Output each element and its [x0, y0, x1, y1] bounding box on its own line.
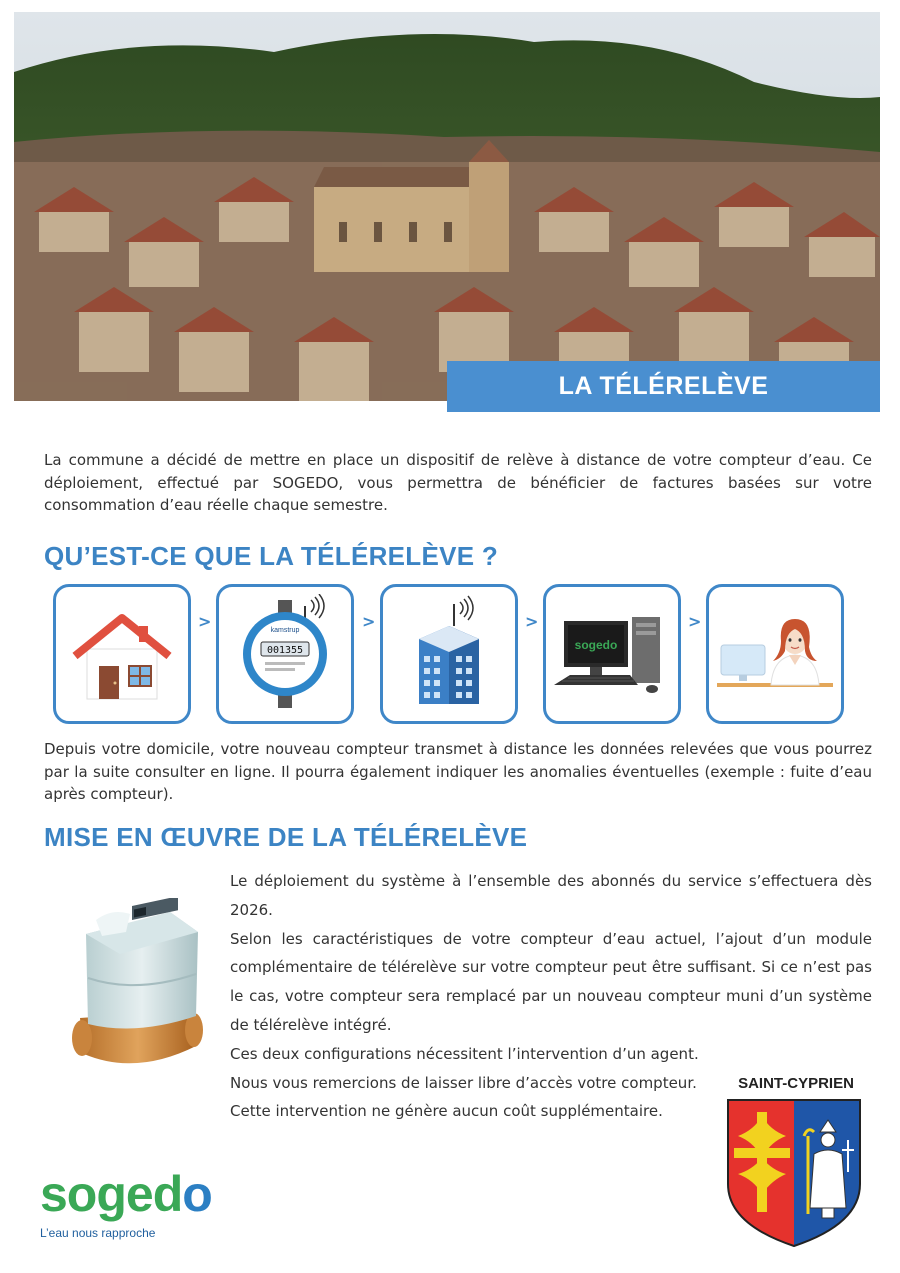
logo-wordmark-end: o — [182, 1166, 212, 1222]
process-description: Depuis votre domicile, votre nouveau compteur transmet à distance les données relevées que vous pourrez par la suite consulter en ligne. Il pourra également indiquer les anomalies éventuelles (exemple : fuite d’eau après compteur). — [44, 740, 872, 803]
step-box-home — [53, 584, 191, 724]
step-box-building — [380, 584, 518, 724]
meter-brand: kamstrup — [270, 627, 300, 634]
step-arrow: > — [362, 612, 376, 631]
water-meter-photo — [66, 898, 206, 1076]
step-box-computer — [543, 584, 681, 724]
sogedo-logo — [40, 1166, 212, 1240]
hero-photo — [14, 12, 880, 401]
impl-paragraph: Nous vous remercions de laisser libre d’accès votre compteur. — [230, 1073, 697, 1092]
impl-paragraph: Selon les caractéristiques de votre compteur d’eau actuel, l’ajout d’un module complémentaire de télérelève sur votre compteur peut être suffisant. Si ce n’est pas le cas, votre compteur sera remplacé par un nouveau compteur muni d’un système de télérelève intégré. — [230, 929, 872, 1034]
house-icon — [67, 604, 177, 704]
computer-screen-text: sogedo — [574, 638, 618, 652]
step-box-agent — [706, 584, 844, 724]
step-arrow: > — [198, 612, 212, 631]
impl-paragraph: Le déploiement du système à l’ensemble des abonnés du service s’effectuera dès 2026. — [230, 872, 872, 919]
coat-of-arms — [724, 1096, 864, 1248]
section-title-what: QU’EST-CE QUE LA TÉLÉRELÈVE ? — [44, 541, 499, 571]
section-title-implementation: MISE EN ŒUVRE DE LA TÉLÉRELÈVE — [44, 822, 528, 852]
village-illustration — [14, 12, 880, 401]
computer-icon — [550, 599, 674, 709]
coat-of-arms-icon — [724, 1096, 864, 1248]
intro-paragraph: La commune a décidé de mettre en place un dispositif de relève à distance de votre compteur d’eau. Ce déploiement, effectué par SOGEDO, vous permettra de bénéficier de factures basées sur votre consommation d’eau réelle chaque semestre. — [44, 451, 872, 514]
customer-agent-icon — [713, 599, 837, 709]
logo-wordmark-main: soged — [40, 1166, 183, 1222]
logo-wordmark — [40, 1166, 212, 1222]
office-building-icon — [394, 594, 504, 714]
step-box-meter — [216, 584, 354, 724]
step-arrow: > — [688, 612, 702, 631]
meter-product-illustration — [66, 898, 206, 1076]
impl-paragraph: Ces deux configurations nécessitent l’intervention d’un agent. — [230, 1044, 699, 1063]
meter-reading: 001355 — [266, 645, 304, 656]
step-arrow: > — [525, 612, 539, 631]
water-meter-icon — [225, 594, 345, 714]
logo-tagline: L’eau nous rapproche — [40, 1226, 156, 1240]
impl-paragraph: Cette intervention ne génère aucun coût supplémentaire. — [230, 1102, 663, 1121]
town-name: SAINT-CYPRIEN — [738, 1075, 854, 1092]
hero-title-banner: LA TÉLÉRELÈVE — [447, 361, 880, 412]
